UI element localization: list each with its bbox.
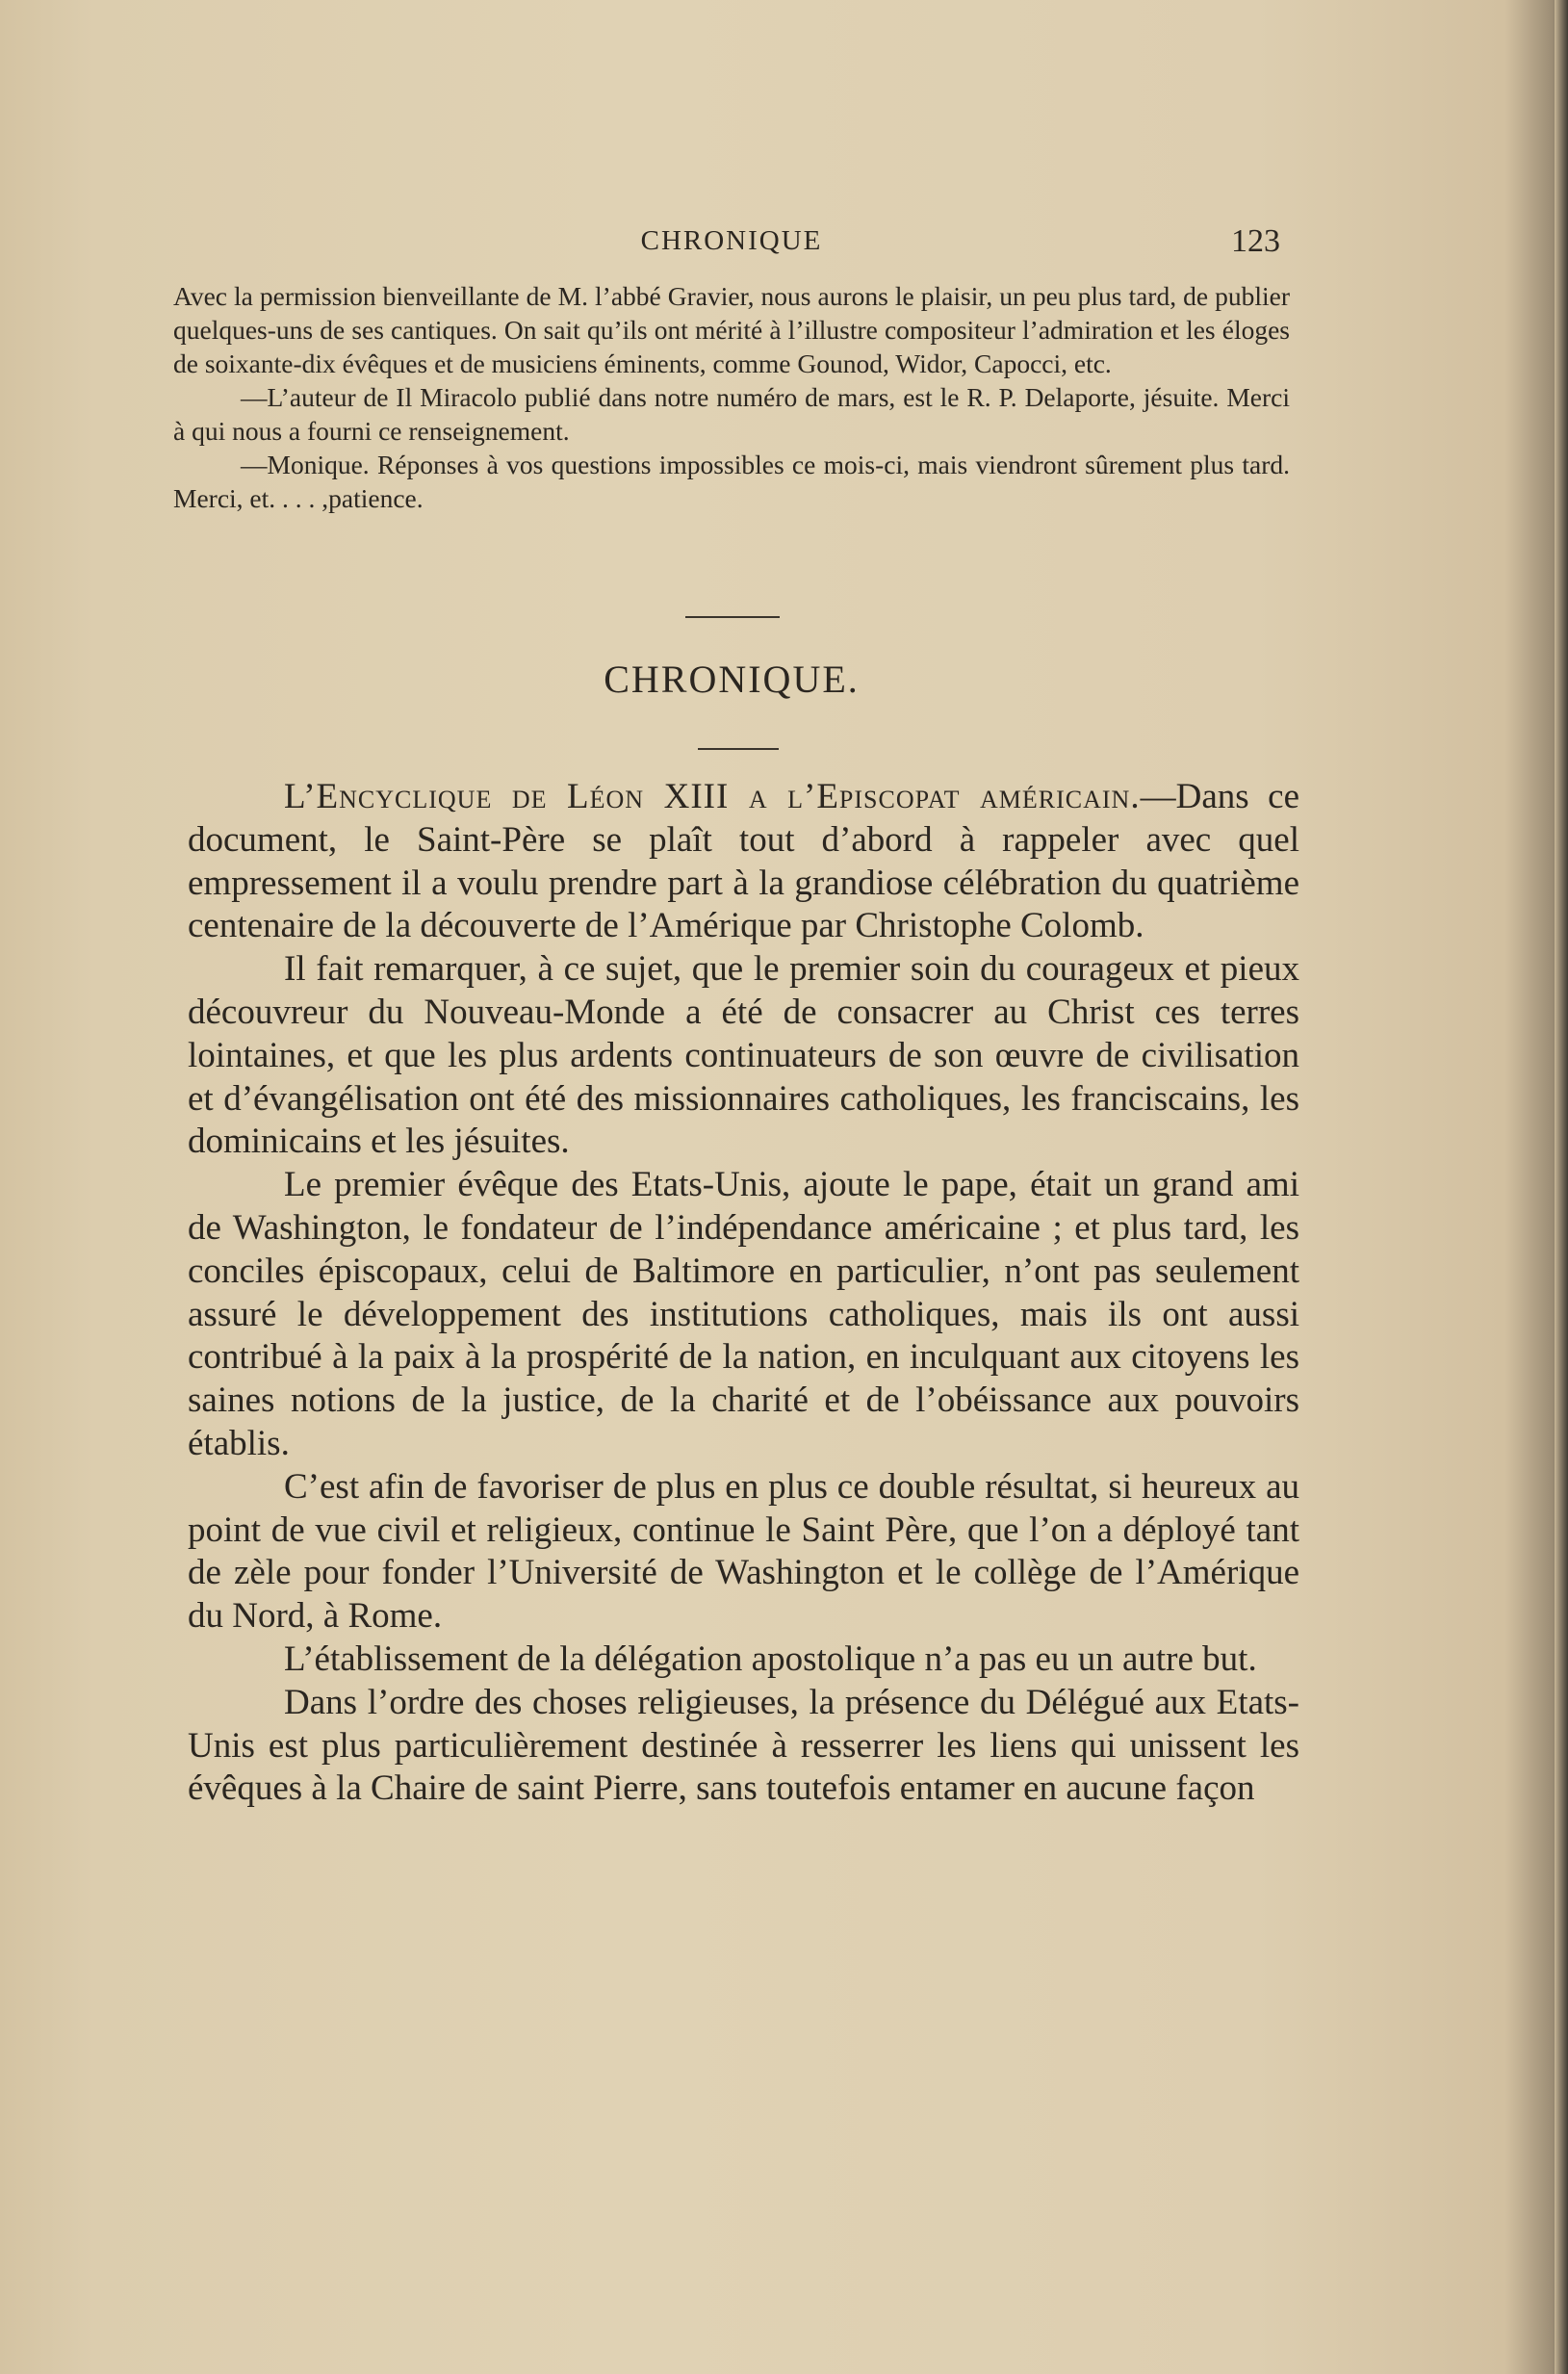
section-rule-top <box>685 616 780 618</box>
note-paragraph: —Monique. Réponses à vos questions impossibles ce mois-ci, mais viendront sûrement plus tard. Merci, et. . . . ,patience. <box>173 450 1290 513</box>
article-body <box>188 776 1299 1811</box>
article-lead-text: —Dans ce document, le Saint-Père se plaît tout d’abord à rappeler avec quel empressement il a voulu prendre part à la grandiose célébration du quatrième centenaire de la découverte de l’Amérique par Christophe Colomb. <box>188 777 1300 946</box>
article-paragraph: L’établissement de la délégation apostolique n’a pas eu un autre but. <box>284 1639 1257 1679</box>
page-edge <box>1555 0 1568 2374</box>
note-paragraph: Avec la permission bienveillante de M. l’abbé Gravier, nous aurons le plaisir, un peu plus tard, de publier quelques-uns de ses cantiques. On sait qu’ils ont mérité à l’illustre compositeur l’admiration et les éloges de soixante-dix évêques et de musiciens éminents, comme Gounod, Widor, Capocci, etc. <box>173 281 1290 378</box>
note-paragraph: —L’auteur de Il Miracolo publié dans notre numéro de mars, est le R. P. Delaporte, jésuite. Merci à qui nous a fourni ce renseignement. <box>173 382 1290 446</box>
section-rule-bottom <box>698 748 779 750</box>
article-paragraph: Il fait remarquer, à ce sujet, que le premier soin du courageux et pieux découvreur du Nouveau-Monde a été de consacrer au Christ ces terres lointaines, et que les plus ardents continuateurs de son œuvre de civilisation et d’évangélisation ont été des missionnaires catholiques, les franciscains, les dominicains et les jésuites. <box>188 949 1299 1162</box>
editorial-notes <box>173 279 1290 515</box>
article-paragraph <box>188 776 1299 948</box>
article-paragraph: Dans l’ordre des choses religieuses, la présence du Délégué aux Etats-Unis est plus particulièrement destinée à resserrer les liens qui unissent les évêques à la Chaire de saint Pierre, sans toutefois entamer en aucune façon <box>188 1682 1299 1809</box>
article-paragraph: C’est afin de favoriser de plus en plus ce double résultat, si heureux au point de vue civil et religieux, continue le Saint Père, que l’on a déployé tant de zèle pour fonder l’Université de Washington et le collège de l’Amérique du Nord, à Rome. <box>188 1466 1299 1637</box>
section-title: CHRONIQUE. <box>604 658 860 701</box>
running-head <box>173 221 1290 270</box>
article-paragraph: Le premier évêque des Etats-Unis, ajoute le pape, était un grand ami de Washington, le fondateur de l’indépendance américaine ; et plus tard, les conciles épiscopaux, celui de Baltimore en particulier, n’ont pas seulement assuré le développement des institutions catholiques, mais ils ont aussi contribué à la paix à la prospérité de la nation, en inculquant aux citoyens les saines notions de la justice, de la charité et de l’obéissance aux pouvoirs établis. <box>188 1165 1299 1463</box>
article-lead-heading: L’Encyclique de Léon XIII a l’Episcopat américain. <box>284 777 1141 816</box>
running-title: CHRONIQUE <box>640 225 823 256</box>
page-number: 123 <box>1231 223 1280 259</box>
